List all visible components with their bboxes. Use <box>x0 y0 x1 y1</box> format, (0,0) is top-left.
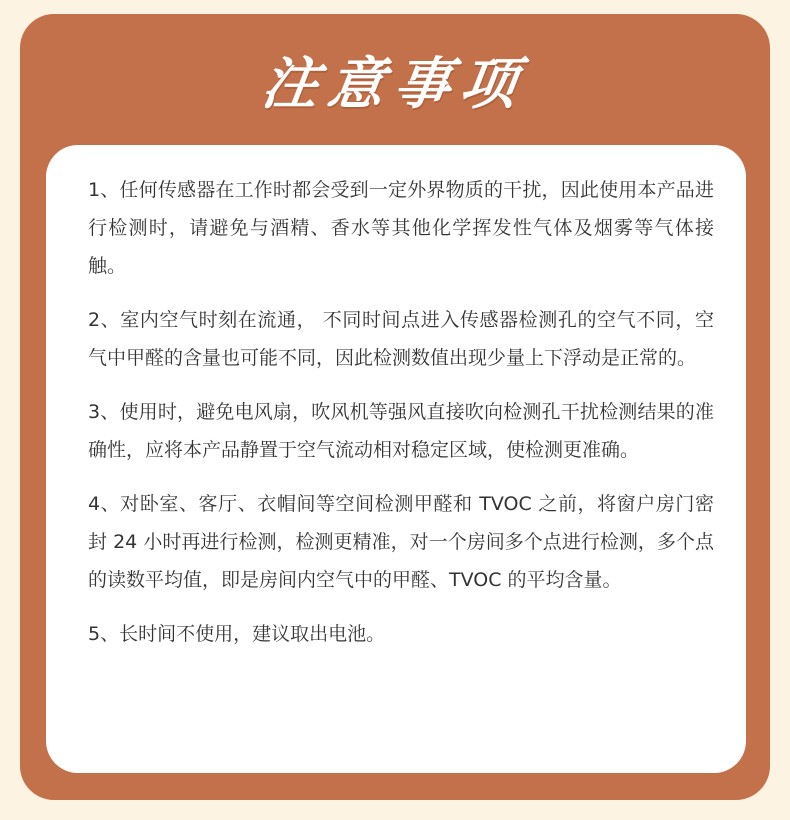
note-item-4: 4、对卧室、客厅、衣帽间等空间检测甲醛和 TVOC 之前，将窗户房门密封 24 小时再进行检测，检测更精准，对一个房间多个点进行检测，多个点的读数平均值，即是房间内空气中的甲醛、TVOC 的平均含量。 <box>88 493 714 591</box>
note-item-1: 1、任何传感器在工作时都会受到一定外界物质的干扰，因此使用本产品进行检测时，请避免与酒精、香水等其他化学挥发性气体及烟雾等气体接触。 <box>88 179 714 277</box>
page-title: 注意事项 <box>257 52 531 117</box>
notes-panel <box>46 145 746 773</box>
note-item-5: 5、长时间不使用，建议取出电池。 <box>88 623 386 645</box>
notes-list <box>88 171 714 669</box>
note-item-3: 3、使用时，避免电风扇，吹风机等强风直接吹向检测孔干扰检测结果的准确性，应将本产品静置于空气流动相对稳定区域，使检测更准确。 <box>88 401 714 461</box>
note-item-2: 2、室内空气时刻在流通， 不同时间点进入传感器检测孔的空气不同，空气中甲醛的含量也可能不同，因此检测数值出现少量上下浮动是正常的。 <box>88 309 714 369</box>
